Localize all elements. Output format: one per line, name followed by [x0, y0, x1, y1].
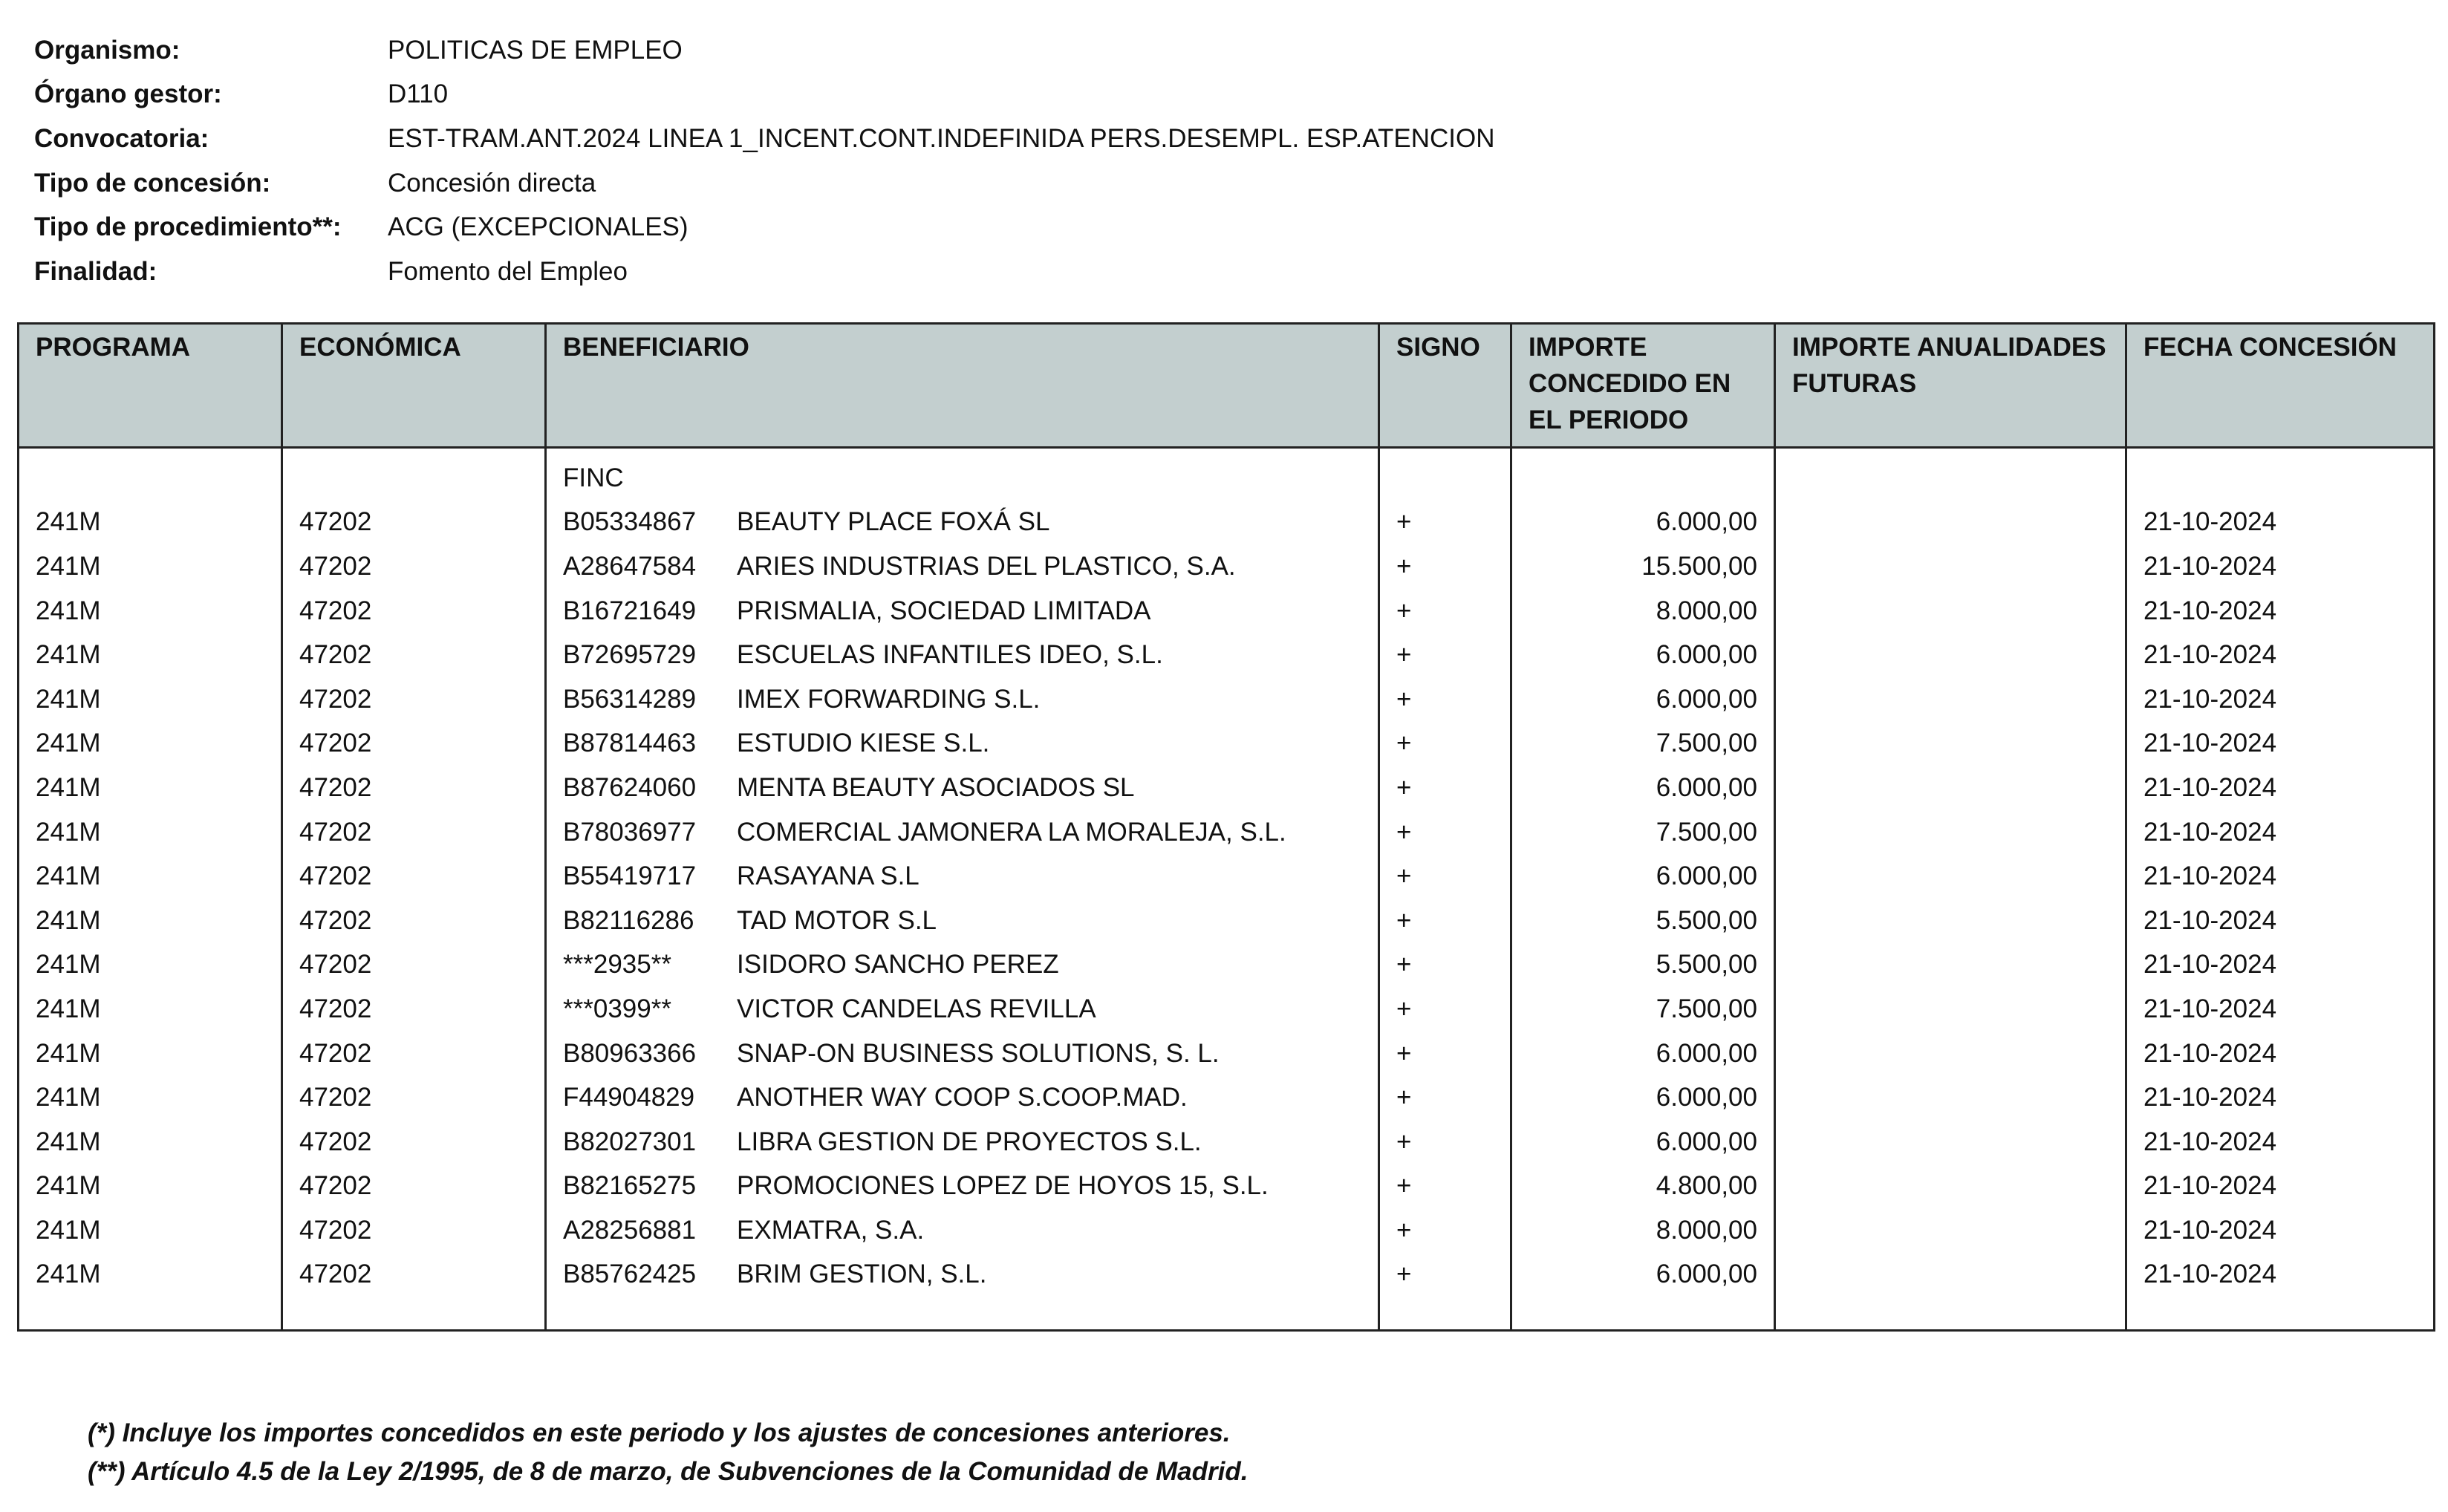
table-row	[19, 854, 2435, 899]
cell-signo: +	[1379, 1208, 1511, 1253]
tipo-procedimiento-label: Tipo de procedimiento**:	[34, 212, 342, 242]
beneficiario-nombre: BEAUTY PLACE FOXÁ SL	[737, 507, 1050, 537]
cell-beneficiario	[546, 501, 1379, 545]
beneficiario-nombre: SNAP-ON BUSINESS SOLUTIONS, S. L.	[737, 1038, 1220, 1068]
table-row	[19, 1208, 2435, 1253]
cell-anualidades	[1775, 899, 2126, 943]
cell-signo: +	[1379, 1164, 1511, 1209]
cell-economica: 47202	[282, 810, 546, 855]
beneficiario-nombre: LIBRA GESTION DE PROYECTOS S.L.	[737, 1127, 1202, 1156]
cell-programa: 241M	[19, 589, 282, 633]
beneficiario-nombre: PRISMALIA, SOCIEDAD LIMITADA	[737, 596, 1151, 625]
col-header-beneficiario: BENEFICIARIO	[546, 324, 1379, 448]
cell-anualidades	[1775, 987, 2126, 1032]
beneficiario-nombre: EXMATRA, S.A.	[737, 1215, 925, 1245]
beneficiario-nombre: RASAYANA S.L	[737, 861, 919, 891]
table-row	[19, 1253, 2435, 1297]
cell-importe: 7.500,00	[1511, 987, 1775, 1032]
beneficiario-nif: B05334867	[563, 507, 697, 537]
beneficiario-nif: B87624060	[563, 772, 697, 802]
beneficiario-nif: F44904829	[563, 1083, 695, 1112]
table-row	[19, 1075, 2435, 1120]
cell-empty	[1379, 1297, 1511, 1331]
cell-beneficiario	[546, 943, 1379, 988]
table-row	[19, 589, 2435, 633]
cell-anualidades	[1775, 589, 2126, 633]
grants-table	[17, 322, 2435, 1332]
beneficiario-nif: B55419717	[563, 861, 697, 891]
convocatoria-value: EST-TRAM.ANT.2024 LINEA 1_INCENT.CONT.INDEFINIDA PERS.DESEMPL. ESP.ATENCION	[388, 123, 1495, 153]
cell-fecha: 21-10-2024	[2126, 899, 2435, 943]
cell-economica: 47202	[282, 987, 546, 1032]
cell-programa: 241M	[19, 766, 282, 810]
cell-importe: 6.000,00	[1511, 1253, 1775, 1297]
beneficiario-nif: B87814463	[563, 729, 697, 758]
cell-empty	[1775, 448, 2126, 501]
cell-beneficiario	[546, 1032, 1379, 1076]
tipo-concesion-value: Concesión directa	[388, 168, 596, 198]
cell-economica: 47202	[282, 544, 546, 589]
beneficiario-nombre: ESTUDIO KIESE S.L.	[737, 729, 990, 758]
beneficiario-nombre: ARIES INDUSTRIAS DEL PLASTICO, S.A.	[737, 551, 1236, 581]
cell-importe: 5.500,00	[1511, 899, 1775, 943]
table-row	[19, 987, 2435, 1032]
cell-anualidades	[1775, 1032, 2126, 1076]
tipo-concesion-row	[34, 161, 1495, 206]
cell-beneficiario	[546, 544, 1379, 589]
cell-anualidades	[1775, 544, 2126, 589]
table-row	[19, 810, 2435, 855]
cell-beneficiario	[546, 1253, 1379, 1297]
cell-importe: 6.000,00	[1511, 1032, 1775, 1076]
cell-fecha: 21-10-2024	[2126, 1032, 2435, 1076]
cell-programa: 241M	[19, 943, 282, 988]
col-header-importe: IMPORTE CONCEDIDO EN EL PERIODO	[1511, 324, 1775, 448]
col-header-economica: ECONÓMICA	[282, 324, 546, 448]
cell-fecha: 21-10-2024	[2126, 1208, 2435, 1253]
organo-gestor-label: Órgano gestor:	[34, 79, 222, 109]
table-row	[19, 722, 2435, 766]
cell-economica: 47202	[282, 1208, 546, 1253]
beneficiario-nombre: MENTA BEAUTY ASOCIADOS SL	[737, 772, 1135, 802]
table-row	[19, 899, 2435, 943]
table-row-blank	[19, 1297, 2435, 1331]
beneficiario-nif: B82165275	[563, 1171, 697, 1201]
cell-beneficiario	[546, 589, 1379, 633]
cell-programa: 241M	[19, 1208, 282, 1253]
cell-anualidades	[1775, 766, 2126, 810]
table-row	[19, 544, 2435, 589]
footnote-2: (**) Artículo 4.5 de la Ley 2/1995, de 8 de marzo, de Subvenciones de la Comunidad de Madrid.	[88, 1457, 1249, 1486]
cell-empty	[282, 448, 546, 501]
table-row	[19, 766, 2435, 810]
table-row	[19, 501, 2435, 545]
cell-programa: 241M	[19, 987, 282, 1032]
cell-beneficiario	[546, 722, 1379, 766]
cell-fecha: 21-10-2024	[2126, 1253, 2435, 1297]
cell-beneficiario	[546, 1164, 1379, 1209]
cell-fecha: 21-10-2024	[2126, 722, 2435, 766]
cell-fecha: 21-10-2024	[2126, 766, 2435, 810]
cell-economica: 47202	[282, 501, 546, 545]
cell-importe: 4.800,00	[1511, 1164, 1775, 1209]
cell-signo: +	[1379, 1120, 1511, 1164]
cell-anualidades	[1775, 1253, 2126, 1297]
cell-fecha: 21-10-2024	[2126, 501, 2435, 545]
cell-empty	[1775, 1297, 2126, 1331]
cell-importe: 5.500,00	[1511, 943, 1775, 988]
cell-economica: 47202	[282, 1253, 546, 1297]
cell-fecha: 21-10-2024	[2126, 544, 2435, 589]
cell-beneficiario	[546, 899, 1379, 943]
beneficiario-nif: B16721649	[563, 596, 697, 625]
table-row	[19, 633, 2435, 677]
cell-programa: 241M	[19, 501, 282, 545]
beneficiario-nombre: PROMOCIONES LOPEZ DE HOYOS 15, S.L.	[737, 1171, 1269, 1201]
cell-signo: +	[1379, 810, 1511, 855]
finalidad-row	[34, 250, 1495, 294]
cell-programa: 241M	[19, 677, 282, 722]
finalidad-label: Finalidad:	[34, 256, 157, 286]
beneficiario-nif: A28256881	[563, 1215, 697, 1245]
cell-beneficiario	[546, 854, 1379, 899]
beneficiario-nif: B82027301	[563, 1127, 697, 1156]
cell-importe: 8.000,00	[1511, 589, 1775, 633]
cell-empty	[19, 448, 282, 501]
cell-signo: +	[1379, 501, 1511, 545]
cell-empty	[1379, 448, 1511, 501]
cell-importe: 6.000,00	[1511, 1120, 1775, 1164]
cell-anualidades	[1775, 854, 2126, 899]
beneficiario-nif: B85762425	[563, 1260, 697, 1289]
cell-signo: +	[1379, 589, 1511, 633]
cell-signo: +	[1379, 722, 1511, 766]
beneficiario-nif: B78036977	[563, 817, 697, 847]
cell-beneficiario	[546, 1120, 1379, 1164]
cell-economica: 47202	[282, 854, 546, 899]
cell-importe: 6.000,00	[1511, 633, 1775, 677]
cell-importe: 6.000,00	[1511, 501, 1775, 545]
cell-empty	[2126, 448, 2435, 501]
cell-empty	[546, 1297, 1379, 1331]
cell-beneficiario	[546, 1075, 1379, 1120]
cell-fecha: 21-10-2024	[2126, 987, 2435, 1032]
cell-signo: +	[1379, 943, 1511, 988]
table-row	[19, 1032, 2435, 1076]
cell-finc-label: FINC	[546, 448, 1379, 501]
tipo-concesion-label: Tipo de concesión:	[34, 168, 271, 198]
cell-programa: 241M	[19, 810, 282, 855]
beneficiario-nombre: COMERCIAL JAMONERA LA MORALEJA, S.L.	[737, 817, 1286, 847]
cell-anualidades	[1775, 722, 2126, 766]
cell-anualidades	[1775, 501, 2126, 545]
cell-importe: 6.000,00	[1511, 1075, 1775, 1120]
cell-importe: 15.500,00	[1511, 544, 1775, 589]
cell-programa: 241M	[19, 1120, 282, 1164]
cell-anualidades	[1775, 1120, 2126, 1164]
organismo-value: POLITICAS DE EMPLEO	[388, 35, 683, 65]
cell-economica: 47202	[282, 677, 546, 722]
footnote-1: (*) Incluye los importes concedidos en este periodo y los ajustes de concesiones anteriores.	[88, 1418, 1231, 1447]
cell-programa: 241M	[19, 854, 282, 899]
cell-importe: 6.000,00	[1511, 766, 1775, 810]
table-row	[19, 1120, 2435, 1164]
table-header-row	[19, 324, 2435, 448]
table-row	[19, 677, 2435, 722]
cell-beneficiario	[546, 1208, 1379, 1253]
cell-programa: 241M	[19, 544, 282, 589]
cell-empty	[1511, 448, 1775, 501]
cell-signo: +	[1379, 677, 1511, 722]
finalidad-value: Fomento del Empleo	[388, 256, 628, 286]
cell-fecha: 21-10-2024	[2126, 1120, 2435, 1164]
beneficiario-nombre: BRIM GESTION, S.L.	[737, 1260, 987, 1289]
beneficiario-nombre: IMEX FORWARDING S.L.	[737, 684, 1041, 714]
cell-beneficiario	[546, 766, 1379, 810]
cell-economica: 47202	[282, 1075, 546, 1120]
cell-signo: +	[1379, 1075, 1511, 1120]
cell-beneficiario	[546, 810, 1379, 855]
beneficiario-nif: B72695729	[563, 640, 697, 670]
col-header-signo: SIGNO	[1379, 324, 1511, 448]
cell-programa: 241M	[19, 1075, 282, 1120]
cell-beneficiario	[546, 987, 1379, 1032]
cell-importe: 8.000,00	[1511, 1208, 1775, 1253]
cell-importe: 7.500,00	[1511, 722, 1775, 766]
cell-importe: 6.000,00	[1511, 854, 1775, 899]
cell-economica: 47202	[282, 943, 546, 988]
table-row-finc	[19, 448, 2435, 501]
cell-signo: +	[1379, 1032, 1511, 1076]
cell-signo: +	[1379, 544, 1511, 589]
cell-programa: 241M	[19, 1164, 282, 1209]
cell-anualidades	[1775, 1164, 2126, 1209]
table-row	[19, 1164, 2435, 1209]
cell-signo: +	[1379, 987, 1511, 1032]
cell-fecha: 21-10-2024	[2126, 854, 2435, 899]
cell-importe: 7.500,00	[1511, 810, 1775, 855]
cell-beneficiario	[546, 677, 1379, 722]
beneficiario-nombre: ISIDORO SANCHO PEREZ	[737, 950, 1059, 980]
table-row	[19, 943, 2435, 988]
cell-economica: 47202	[282, 633, 546, 677]
cell-anualidades	[1775, 943, 2126, 988]
cell-signo: +	[1379, 899, 1511, 943]
cell-anualidades	[1775, 1075, 2126, 1120]
beneficiario-nif: ***2935**	[563, 950, 671, 980]
beneficiario-nif: B56314289	[563, 684, 697, 714]
beneficiario-nombre: VICTOR CANDELAS REVILLA	[737, 994, 1096, 1023]
cell-fecha: 21-10-2024	[2126, 589, 2435, 633]
convocatoria-row	[34, 117, 1495, 161]
cell-anualidades	[1775, 1208, 2126, 1253]
cell-signo: +	[1379, 854, 1511, 899]
cell-economica: 47202	[282, 1032, 546, 1076]
organo-gestor-value: D110	[388, 79, 449, 109]
convocatoria-label: Convocatoria:	[34, 123, 209, 153]
col-header-programa: PROGRAMA	[19, 324, 282, 448]
cell-fecha: 21-10-2024	[2126, 677, 2435, 722]
cell-fecha: 21-10-2024	[2126, 633, 2435, 677]
cell-economica: 47202	[282, 899, 546, 943]
cell-empty	[19, 1297, 282, 1331]
beneficiario-nombre: ANOTHER WAY COOP S.COOP.MAD.	[737, 1083, 1188, 1112]
cell-programa: 241M	[19, 633, 282, 677]
beneficiario-nif: ***0399**	[563, 994, 671, 1023]
cell-anualidades	[1775, 810, 2126, 855]
cell-anualidades	[1775, 677, 2126, 722]
organo-gestor-row	[34, 73, 1495, 117]
cell-beneficiario	[546, 633, 1379, 677]
beneficiario-nombre: ESCUELAS INFANTILES IDEO, S.L.	[737, 640, 1163, 670]
header-metadata	[34, 28, 1495, 294]
tipo-procedimiento-row	[34, 205, 1495, 250]
beneficiario-nif: B80963366	[563, 1038, 697, 1068]
cell-economica: 47202	[282, 722, 546, 766]
cell-economica: 47202	[282, 1120, 546, 1164]
cell-programa: 241M	[19, 1032, 282, 1076]
cell-economica: 47202	[282, 1164, 546, 1209]
cell-fecha: 21-10-2024	[2126, 943, 2435, 988]
organismo-label: Organismo:	[34, 35, 180, 65]
cell-anualidades	[1775, 633, 2126, 677]
cell-fecha: 21-10-2024	[2126, 1164, 2435, 1209]
beneficiario-nif: B82116286	[563, 905, 694, 935]
cell-programa: 241M	[19, 722, 282, 766]
cell-importe: 6.000,00	[1511, 677, 1775, 722]
table-body	[19, 448, 2435, 1331]
cell-empty	[282, 1297, 546, 1331]
cell-programa: 241M	[19, 899, 282, 943]
tipo-procedimiento-value: ACG (EXCEPCIONALES)	[388, 212, 688, 242]
cell-fecha: 21-10-2024	[2126, 1075, 2435, 1120]
cell-signo: +	[1379, 1253, 1511, 1297]
cell-economica: 47202	[282, 766, 546, 810]
col-header-anualidades: IMPORTE ANUALIDADES FUTURAS	[1775, 324, 2126, 448]
organismo-row	[34, 28, 1495, 73]
cell-empty	[2126, 1297, 2435, 1331]
col-header-fecha: FECHA CONCESIÓN	[2126, 324, 2435, 448]
beneficiario-nif: A28647584	[563, 551, 697, 581]
cell-programa: 241M	[19, 1253, 282, 1297]
cell-signo: +	[1379, 766, 1511, 810]
cell-empty	[1511, 1297, 1775, 1331]
cell-economica: 47202	[282, 589, 546, 633]
cell-signo: +	[1379, 633, 1511, 677]
beneficiario-nombre: TAD MOTOR S.L	[737, 905, 937, 935]
cell-fecha: 21-10-2024	[2126, 810, 2435, 855]
